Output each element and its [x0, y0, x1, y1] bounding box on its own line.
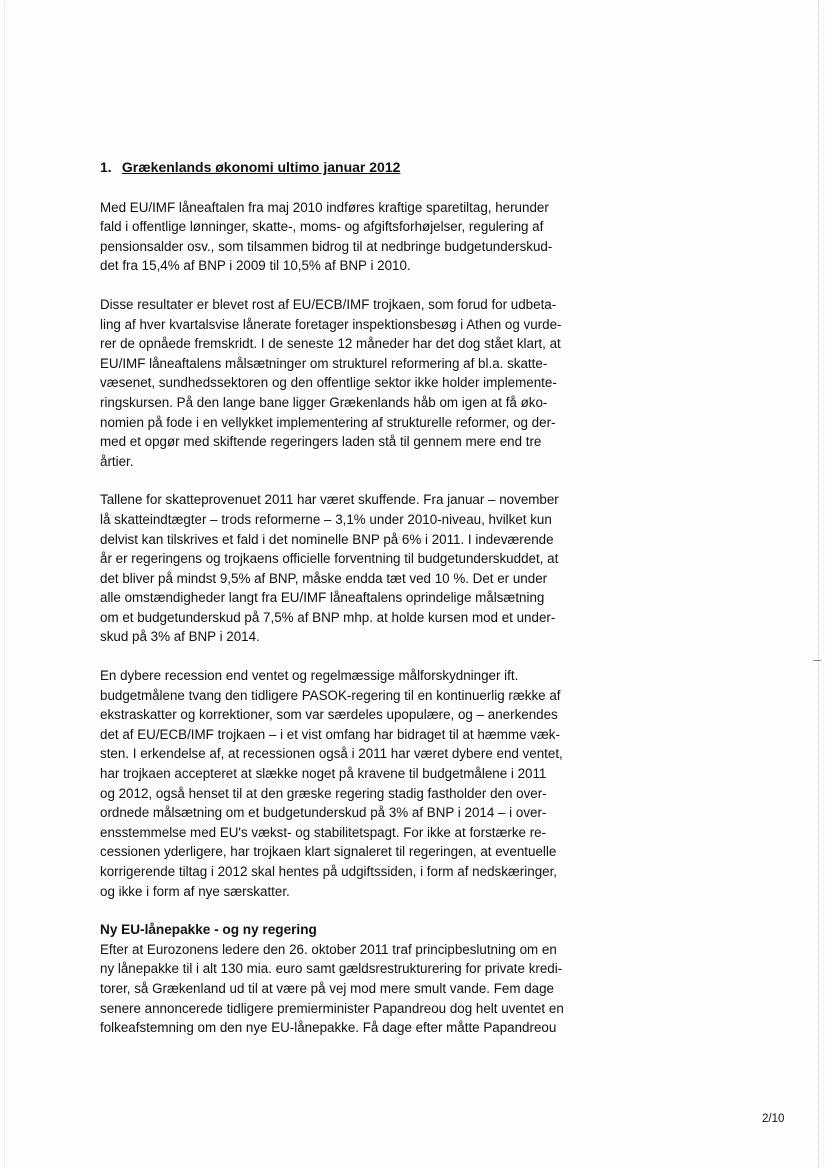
paragraph-line: senere annoncerede tidligere premierminister Papandreou dog helt uventet en	[100, 1000, 564, 1016]
paragraph-line: år er regeringens og trojkaens officielle forventning til budgetunderskuddet, at	[100, 551, 559, 567]
paragraph-line: Disse resultater er blevet rost af EU/ECB/IMF trojkaen, som forud for udbeta-	[100, 296, 557, 312]
paragraph-line: delvist kan tilskrives et fald i det nominelle BNP på 6% i 2011. I indeværende	[100, 531, 554, 547]
scan-edge-right	[817, 0, 819, 1168]
paragraph-line: det af EU/ECB/IMF trojkaen – i et vist omfang har bidraget til at hæmme væk-	[100, 726, 560, 742]
final-paragraph	[100, 940, 582, 1038]
paragraph-line: Efter at Eurozonens ledere den 26. oktober 2011 traf principbeslutning om en	[100, 941, 557, 957]
section-title: Grækenlands økonomi ultimo januar 2012	[121, 159, 401, 175]
scan-edge-left	[4, 0, 6, 1168]
paragraph-line: ringskursen. På den lange bane ligger Grækenlands håb om igen at få øko-	[100, 394, 548, 410]
paragraph-line: det fra 15,4% af BNP i 2009 til 10,5% af BNP i 2010.	[100, 258, 411, 274]
paragraph-line: har trojkaen accepteret at slække noget på kravene til budgetmålene i 2011	[100, 766, 547, 782]
paragraph-line: væsenet, sundhedssektoren og den offentlige sektor ikke holder implemente-	[100, 375, 557, 391]
paragraph-line: folkeafstemning om den nye EU-lånepakke. Få dage efter måtte Papandreou	[100, 1020, 557, 1036]
paragraph-line: EU/IMF låneaftalens målsætninger om strukturel reformering af bl.a. skatte-	[100, 355, 548, 371]
paragraph-line: og 2012, også henset til at den græske regering stadig fastholder den over-	[100, 785, 547, 801]
section-heading	[100, 158, 582, 178]
paragraph-line: sten. I erkendelse af, at recessionen også i 2011 har været dybere end ventet,	[100, 746, 563, 762]
paragraph-line: med et opgør med skiftende regeringers laden stå til gennem mere end tre	[100, 434, 542, 450]
paragraph-line: og ikke i form af nye særskatter.	[100, 883, 290, 899]
paragraph-line: ordnede målsætning om et budgetunderskud på 3% af BNP i 2014 – i over-	[100, 805, 547, 821]
paragraph	[100, 198, 582, 276]
paragraph-line: En dybere recession end ventet og regelmæssige målforskydninger ift.	[100, 668, 519, 684]
paragraph-line: lå skatteindtægter – trods reformerne – 3,1% under 2010-niveau, hvilket kun	[100, 511, 552, 527]
paragraph-line: Tallene for skatteprovenuet 2011 har været skuffende. Fra januar – november	[100, 492, 559, 508]
paragraph	[100, 490, 582, 647]
paragraph-line: ling af hver kvartalsvise lånerate foretager inspektionsbesøg i Athen og vurde-	[100, 316, 562, 332]
paragraph-line: korrigerende tiltag i 2012 skal hentes på udgiftssiden, i form af nedskæringer,	[100, 864, 558, 879]
section-number: 1.	[100, 159, 112, 175]
paragraph	[100, 666, 582, 901]
paragraph-line: ensstemmelse med EU's vækst- og stabilitetspagt. For ikke at forstærke re-	[100, 824, 547, 840]
paragraph-line: ny lånepakke til i alt 130 mia. euro samt gældsrestrukturering for private kredi-	[100, 961, 563, 977]
paragraph	[100, 295, 582, 471]
paragraph-line: budgetmålene tvang den tidligere PASOK-regering til en kontinuerlig række af	[100, 687, 561, 703]
paragraph-line: rer de opnåede fremskridt. I de seneste 12 måneder har det dog stået klart, at	[100, 336, 561, 352]
paragraph-line: årtier.	[100, 453, 134, 469]
paragraph-line: pensionsalder osv., som tilsammen bidrog til at nedbringe budgetunderskud-	[100, 238, 553, 254]
subsection-heading: Ny EU-lånepakke - og ny regering	[100, 922, 317, 938]
paragraph-line: cessionen yderligere, har trojkaen klart signaleret til regeringen, at eventuelle	[100, 844, 557, 860]
paragraph-line: Med EU/IMF låneaftalen fra maj 2010 indføres kraftige sparetiltag, herunder	[100, 199, 549, 215]
paragraph-line: det bliver på mindst 9,5% af BNP, måske endda tæt ved 10 %. Det er under	[100, 570, 548, 586]
paragraphs-container	[100, 198, 582, 902]
paragraph-line: torer, så Grækenland ud til at være på vej mod mere smult vande. Fem dage	[100, 980, 555, 996]
paragraph-line: nomien på fode i en vellykket implementering af strukturelle reformer, og der-	[100, 414, 556, 430]
document-body	[100, 158, 582, 1057]
scan-mark	[813, 660, 821, 671]
paragraph-line: alle omstændigheder langt fra EU/IMF låneaftalens oprindelige målsætning	[100, 590, 545, 606]
paragraph-line: skud på 3% af BNP i 2014.	[100, 629, 260, 645]
page-number: 2/10	[762, 1113, 785, 1125]
paragraph-line: ekstraskatter og korrektioner, som var særdeles upopulære, og – anerkendes	[100, 707, 558, 723]
paragraph-line: fald i offentlige lønninger, skatte-, moms- og afgiftsforhøjelser, regulering af	[100, 219, 544, 235]
paragraph-line: om et budgetunderskud på 7,5% af BNP mhp. at holde kursen mod et under-	[100, 609, 556, 625]
